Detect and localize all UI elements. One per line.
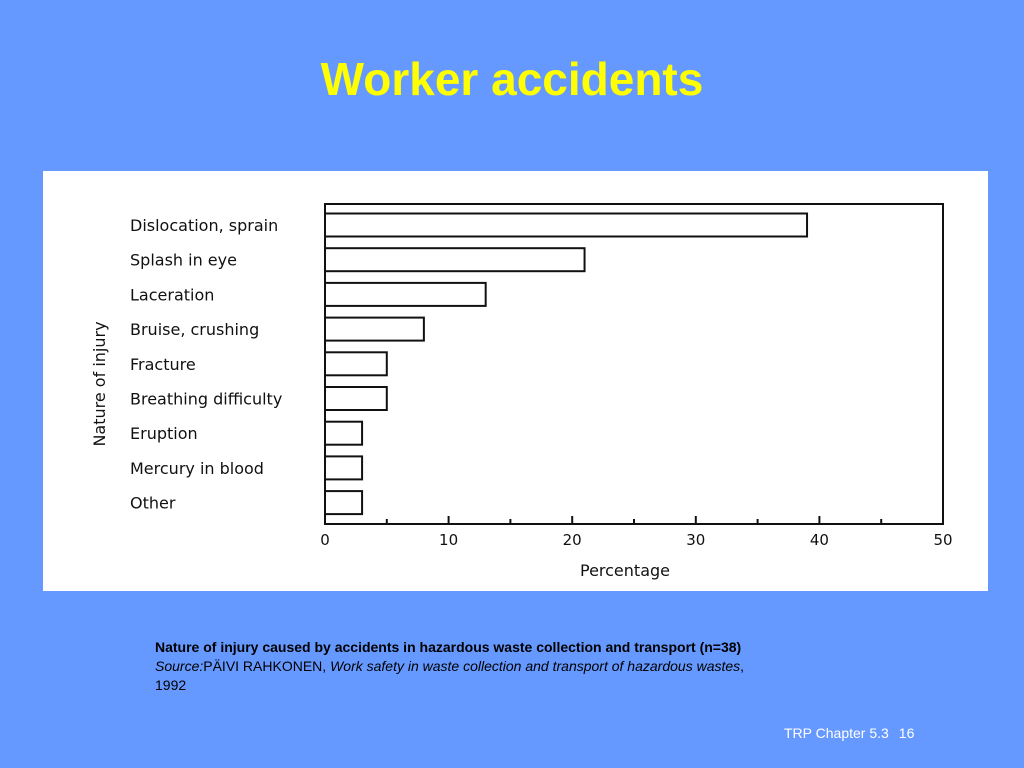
category-label: Fracture bbox=[130, 354, 196, 374]
footer bbox=[784, 725, 914, 741]
category-label: Breathing difficulty bbox=[130, 389, 283, 409]
x-axis-label: Percentage bbox=[579, 561, 671, 580]
x-tick-label: 40 bbox=[809, 531, 829, 549]
category-label: Mercury in blood bbox=[130, 458, 264, 478]
chart-panel bbox=[43, 171, 988, 591]
x-tick-label: 0 bbox=[320, 531, 330, 549]
page-number: 16 bbox=[898, 725, 915, 741]
source-work: Work safety in waste collection and transport of hazardous wastes bbox=[330, 658, 741, 674]
caption bbox=[155, 638, 915, 695]
category-label: Bruise, crushing bbox=[130, 320, 260, 340]
category-label: Eruption bbox=[130, 424, 198, 444]
bar-mercury-in-blood bbox=[325, 456, 362, 479]
bar-laceration bbox=[325, 283, 486, 306]
x-tick-label: 30 bbox=[686, 531, 706, 549]
source-separator: , bbox=[740, 658, 745, 674]
bar-fracture bbox=[325, 352, 387, 375]
bar-bruise-crushing bbox=[325, 318, 424, 341]
category-label: Dislocation, sprain bbox=[130, 216, 279, 235]
category-label: Laceration bbox=[130, 285, 215, 305]
bar-splash-in-eye bbox=[325, 248, 585, 271]
bar-other bbox=[325, 491, 362, 514]
bar-dislocation-sprain bbox=[325, 214, 807, 237]
x-tick-label: 10 bbox=[439, 531, 459, 549]
source-author: PÄIVI RAHKONEN, bbox=[203, 658, 331, 674]
source-year: 1992 bbox=[155, 677, 187, 693]
source-label: Source: bbox=[155, 658, 204, 674]
x-tick-label: 50 bbox=[933, 531, 953, 549]
footer-chapter: TRP Chapter 5.3 bbox=[784, 725, 889, 741]
bar-chart bbox=[43, 171, 988, 591]
y-axis-label: Nature of injury bbox=[90, 321, 109, 447]
slide-title: Worker accidents bbox=[320, 53, 704, 105]
x-tick-label: 20 bbox=[562, 531, 582, 549]
category-label: Splash in eye bbox=[130, 250, 237, 270]
caption-title: Nature of injury caused by accidents in hazardous waste collection and transport (n=38) bbox=[155, 639, 742, 655]
category-label: Other bbox=[130, 493, 176, 513]
bar-breathing-difficulty bbox=[325, 387, 387, 410]
bar-eruption bbox=[325, 422, 362, 445]
